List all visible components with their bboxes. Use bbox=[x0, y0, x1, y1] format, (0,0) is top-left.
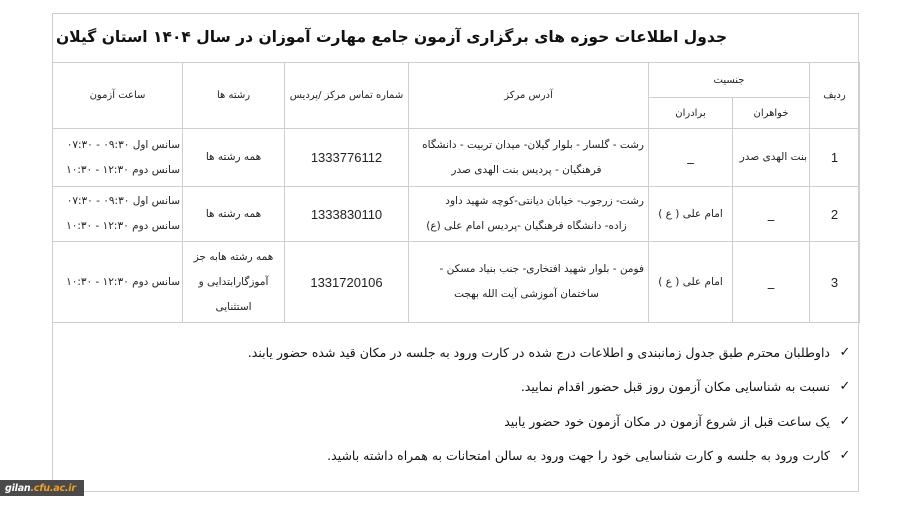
header-brothers: برادران bbox=[649, 98, 733, 129]
header-address: آدرس مرکز bbox=[409, 63, 649, 129]
header-exam-time: ساعت آزمون bbox=[53, 63, 183, 129]
notes-section bbox=[53, 323, 858, 491]
center-phone: 1331720106 bbox=[285, 242, 409, 323]
fields-line: همه رشته هابه جز bbox=[193, 250, 274, 263]
fields-line: آموزگارابتدایی و bbox=[198, 275, 269, 288]
brothers-center: _ bbox=[649, 129, 733, 187]
note-item bbox=[504, 414, 858, 429]
brothers-center: امام علی ( ع ) bbox=[649, 187, 733, 242]
time-session: سانس اول ۰۹:۳۰ - ۰۷:۳۰ bbox=[66, 195, 180, 207]
note-text: کارت ورود به جلسه و کارت شناسایی خود را جهت ورود به سالن امتحانات به همراه داشته باشید. bbox=[327, 448, 830, 463]
time-session: سانس دوم ۱۲:۳۰ - ۱۰:۳۰ bbox=[66, 163, 180, 176]
table-header-row bbox=[53, 63, 860, 98]
address-line: فرهنگیان - پردیس بنت الهدی صدر bbox=[451, 163, 602, 176]
note-item bbox=[521, 379, 858, 394]
site-watermark bbox=[0, 480, 84, 496]
note-text: یک ساعت قبل از شروع آزمون در مکان آزمون خود حضور یابید bbox=[504, 414, 830, 429]
time-session: سانس دوم ۱۲:۳۰ - ۱۰:۳۰ bbox=[66, 220, 180, 232]
center-phone: 1333776112 bbox=[285, 129, 409, 187]
document-title: جدول اطلاعات حوزه های برگزاری آزمون جامع مهارت آموزان در سال ۱۴۰۴ استان گیلان bbox=[55, 28, 727, 46]
address-line: فومن - بلوار شهید افتخاری- جنب بنیاد مسکن - bbox=[439, 263, 644, 275]
watermark-domain-suffix: .cfu.ac.ir bbox=[30, 482, 76, 494]
table-row bbox=[53, 129, 860, 187]
address-line: رشت- زرجوب- خیابان دیانتی-کوچه شهید داود bbox=[445, 195, 644, 207]
sisters-center: _ bbox=[733, 242, 810, 323]
fields: همه رشته ها bbox=[183, 129, 285, 187]
note-item bbox=[327, 448, 858, 463]
fields bbox=[183, 242, 285, 323]
checkmark-icon: ✓ bbox=[839, 379, 851, 394]
header-fields: رشته ها bbox=[183, 63, 285, 129]
exam-time bbox=[53, 129, 183, 187]
sisters-center: بنت الهدی صدر bbox=[733, 129, 810, 187]
header-phone: شماره تماس مرکز /پردیس bbox=[285, 63, 409, 129]
note-text: داوطلبان محترم طبق جدول زمانبندی و اطلاعات درج شده در کارت ورود به جلسه در مکان قید شده حضور یابند. bbox=[247, 345, 830, 360]
sisters-center: _ bbox=[733, 187, 810, 242]
header-sisters: خواهران bbox=[733, 98, 810, 129]
header-row-number: ردیف bbox=[810, 63, 860, 129]
address-line: رشت - گلسار - بلوار گیلان- میدان تربیت - دانشگاه bbox=[422, 138, 644, 151]
checkmark-icon: ✓ bbox=[839, 345, 851, 360]
center-address bbox=[409, 129, 649, 187]
center-address bbox=[409, 242, 649, 323]
center-phone: 1333830110 bbox=[285, 187, 409, 242]
document-title-bar bbox=[52, 14, 859, 62]
row-number: 1 bbox=[810, 129, 860, 187]
address-line: زاده- دانشگاه فرهنگیان -پردیس امام علی (ع) bbox=[426, 220, 627, 232]
note-text: نسبت به شناسایی مکان آزمون روز قبل حضور اقدام نمایید. bbox=[520, 379, 830, 394]
fields: همه رشته ها bbox=[183, 187, 285, 242]
center-address bbox=[409, 187, 649, 242]
row-number: 3 bbox=[810, 242, 860, 323]
fields-line: استثنایی bbox=[215, 300, 252, 313]
exam-time bbox=[53, 187, 183, 242]
checkmark-icon: ✓ bbox=[839, 414, 851, 429]
time-session: سانس دوم ۱۲:۳۰ - ۱۰:۳۰ bbox=[66, 275, 180, 288]
address-line: ساختمان آموزشی آیت الله بهجت bbox=[454, 288, 599, 300]
checkmark-icon: ✓ bbox=[839, 448, 851, 463]
note-item bbox=[248, 345, 858, 360]
time-session: سانس اول ۰۹:۳۰ - ۰۷:۳۰ bbox=[66, 138, 180, 151]
watermark-domain-prefix: gilan bbox=[5, 482, 31, 494]
brothers-center: امام علی ( ع ) bbox=[649, 242, 733, 323]
table-row bbox=[53, 187, 860, 242]
exam-time bbox=[53, 242, 183, 323]
row-number: 2 bbox=[810, 187, 860, 242]
exam-centers-table bbox=[52, 62, 860, 323]
table-row bbox=[53, 242, 860, 323]
header-gender: جنسیت bbox=[649, 63, 810, 98]
